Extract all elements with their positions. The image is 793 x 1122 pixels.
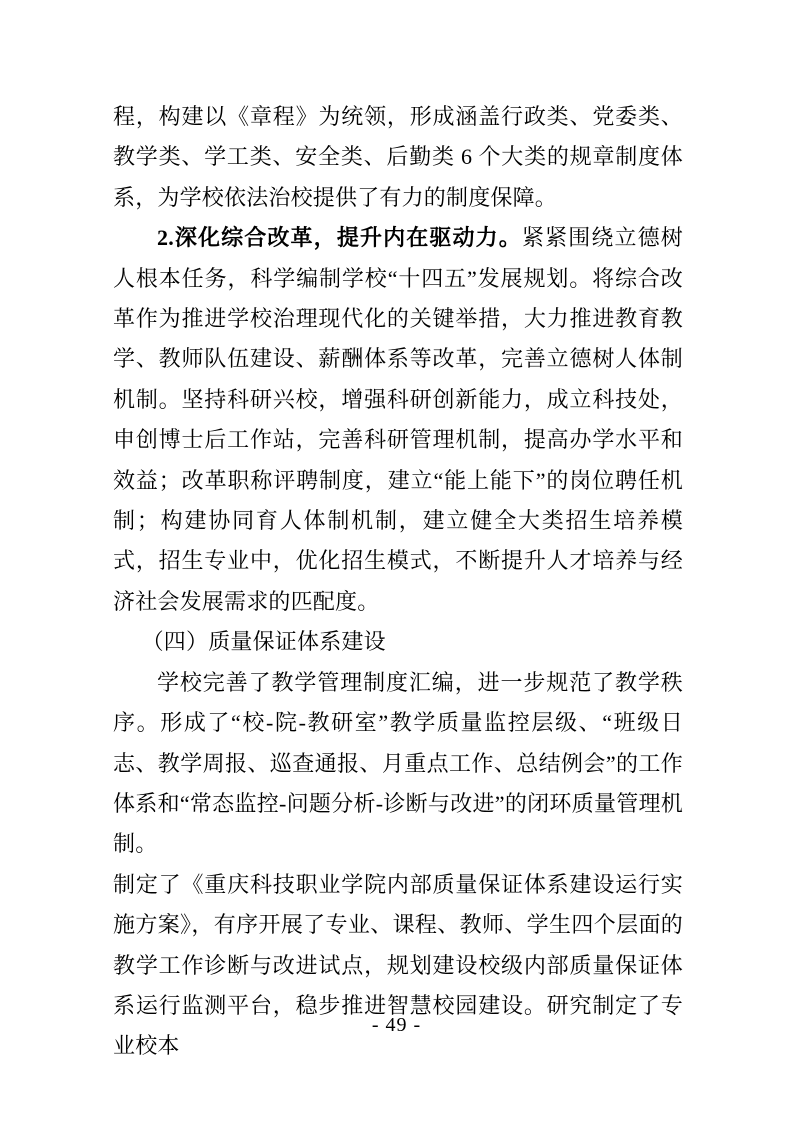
paragraph-bold-lead: 2.深化综合改革，提升内在驱动力。 [157,225,522,251]
paragraph-body-text: 紧紧围绕立德树人根本任务，科学编制学校“十四五”发展规划。将综合改革作为推进学校治理现代化的关键举措，大力推进教育教学、教师队伍建设、薪酬体系等改革，完善立德树人体制机制。坚持科研兴校，增强科研创新能力，成立科技处，申创博士后工作站，完善科研管理机制，提高办学水平和效益；改革职称评聘制度，建立“能上能下”的岗位聘任机制；构建协同育人体制机制，建立健全大类招生培养模式，招生专业中，优化招生模式，不断提升人才培养与经济社会发展需求的匹配度。 [113,225,683,614]
paragraph-reform [113,218,683,622]
page-number: - 49 - [371,1014,422,1036]
section-heading-quality-assurance: （四）质量保证体系建设 [141,629,386,655]
paragraph-implementation-plan: 制定了《重庆科技职业学院内部质量保证体系建设运行实施方案》，有序开展了专业、课程、教师、学生四个层面的教学工作诊断与改进试点，规划建设校级内部质量保证体系运行监测平台，稳步推进智慧校园建设。研究制定了专业校本 [113,871,683,1059]
paragraph-teaching-management: 学校完善了教学管理制度汇编，进一步规范了教学秩序。形成了“校-院-教研室”教学质量监控层级、“班级日志、教学周报、巡查通报、月重点工作、总结例会”的工作体系和“常态监控-问题分析-诊断与改进”的闭环质量管理机制。 [113,669,683,857]
paragraph-continuation: 程，构建以《章程》为统领，形成涵盖行政类、党委类、教学类、学工类、安全类、后勤类 6 个大类的规章制度体系，为学校依法治校提供了有力的制度保障。 [113,104,683,210]
page-content [113,97,683,1067]
